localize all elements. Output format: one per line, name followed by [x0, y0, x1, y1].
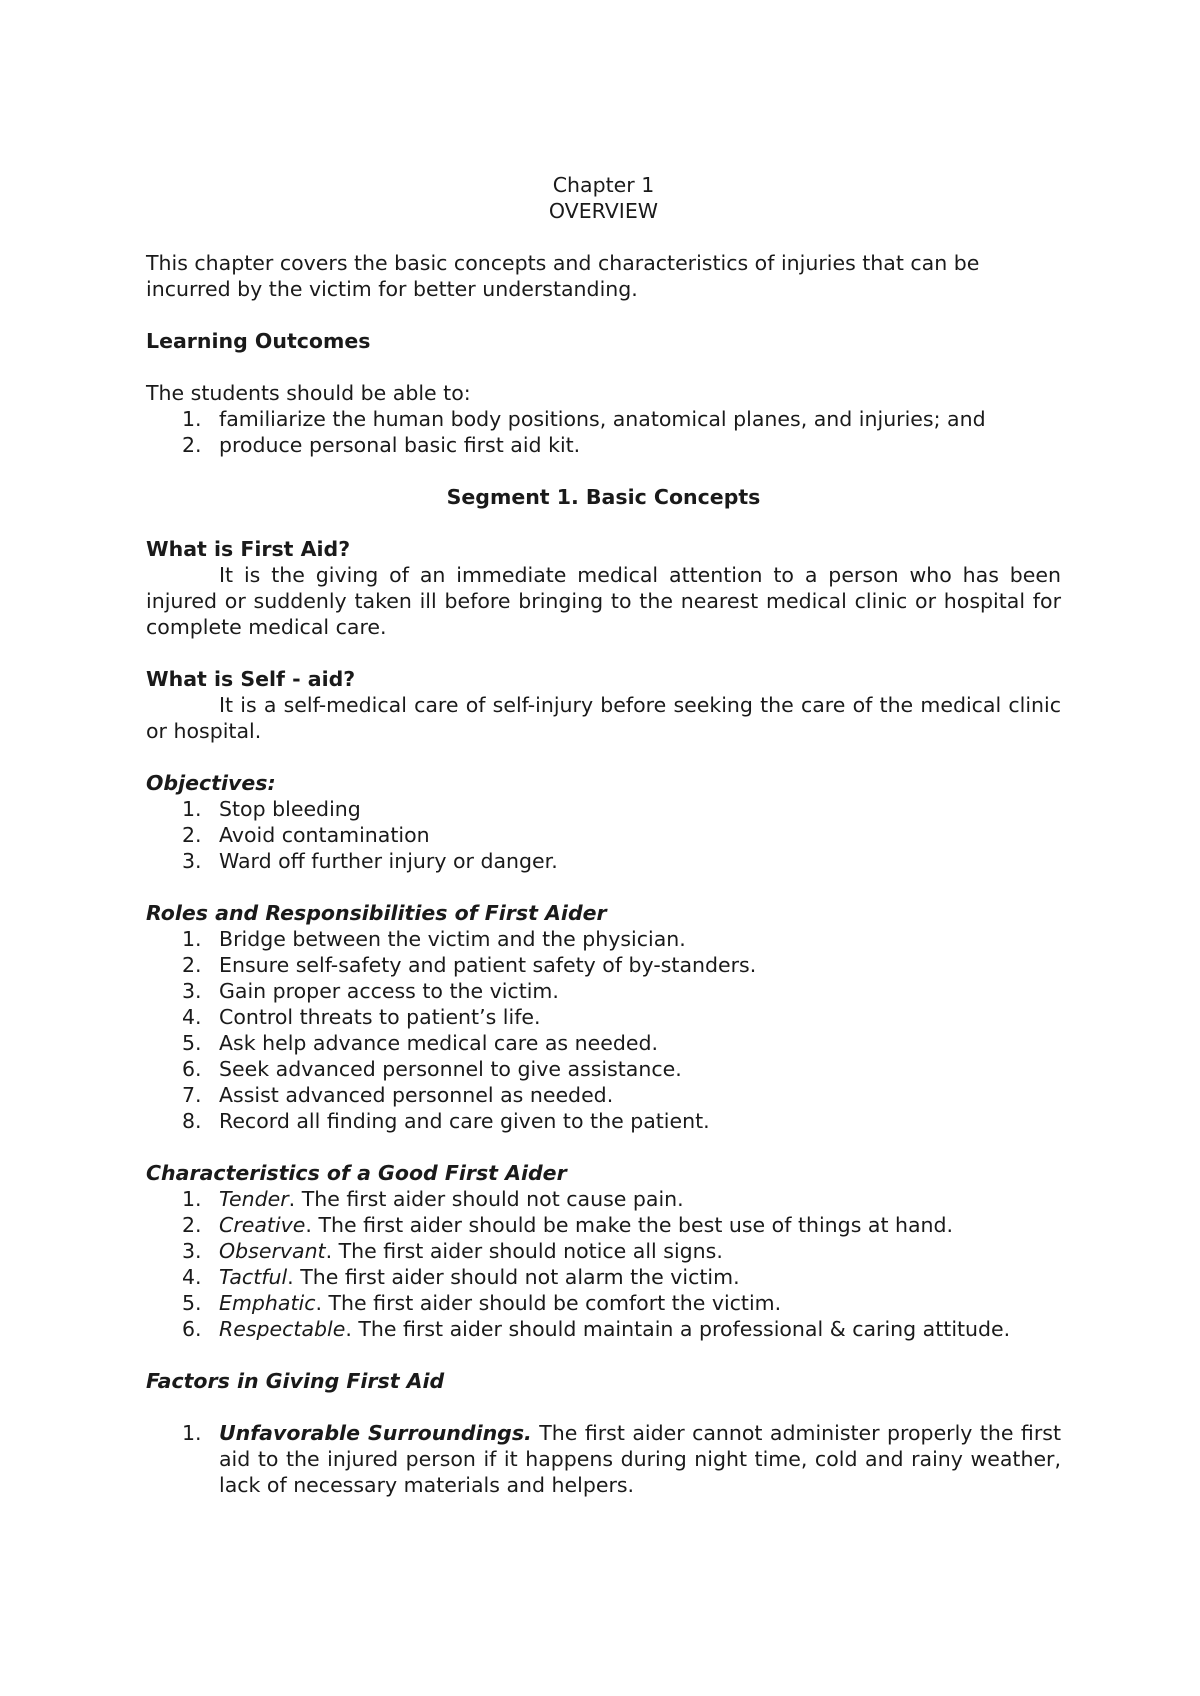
- list-item: 3. Observant. The first aider should notice all signs.: [182, 1239, 723, 1263]
- list-item: 5. Emphatic. The first aider should be comfort the victim.: [182, 1291, 782, 1315]
- first-aid-body: It is the giving of an immediate medical attention to a person who has been injured or suddenly taken ill before bringing to the nearest medical clinic or hospital for complete medical care.: [146, 563, 1061, 639]
- intro-paragraph: This chapter covers the basic concepts and characteristics of injuries that can be incurred by the victim for better understanding.: [146, 251, 980, 301]
- roles-heading: Roles and Responsibilities of First Aider: [146, 901, 607, 925]
- self-aid-body: It is a self-medical care of self-injury before seeking the care of the medical clinic or hospital.: [146, 693, 1061, 743]
- list-item: 1. Tender. The first aider should not cause pain.: [182, 1187, 684, 1211]
- learning-outcomes-list: [146, 406, 1061, 458]
- list-item: 4. Control threats to patient’s life.: [182, 1005, 541, 1029]
- list-item: 4. Tactful. The first aider should not alarm the victim.: [182, 1265, 740, 1289]
- list-item: 8. Record all finding and care given to the patient.: [182, 1109, 710, 1133]
- list-item: 2. Creative. The first aider should be make the best use of things at hand.: [182, 1213, 954, 1237]
- objectives-heading: Objectives:: [146, 771, 276, 795]
- list-item: 6. Respectable. The first aider should maintain a professional & caring attitude.: [182, 1317, 1011, 1341]
- list-item: 3. Gain proper access to the victim.: [182, 979, 559, 1003]
- list-item: 7. Assist advanced personnel as needed.: [182, 1083, 614, 1107]
- factors-list: [146, 1420, 1061, 1498]
- factors-heading: Factors in Giving First Aid: [146, 1369, 445, 1393]
- characteristics-list: [146, 1186, 1061, 1342]
- learning-outcomes-lead: The students should be able to:: [146, 381, 471, 405]
- learning-outcomes-heading: Learning Outcomes: [146, 329, 371, 353]
- self-aid-heading: What is Self - aid?: [146, 667, 356, 691]
- objectives-list: [146, 796, 1061, 874]
- page-content: [146, 172, 1061, 1498]
- list-item: 2. produce personal basic first aid kit.: [182, 433, 581, 457]
- list-item: 6. Seek advanced personnel to give assistance.: [182, 1057, 682, 1081]
- chapter-title: OVERVIEW: [548, 199, 659, 223]
- list-item: 1. Unfavorable Surroundings. The first aider cannot administer properly the first aid to the injured person if it happens during night time, cold and rainy weather, lack of necessary materials and helpers.: [182, 1421, 1061, 1497]
- segment-title: Segment 1. Basic Concepts: [446, 485, 761, 509]
- list-item: 1. Bridge between the victim and the physician.: [182, 927, 686, 951]
- roles-list: [146, 926, 1061, 1134]
- characteristics-heading: Characteristics of a Good First Aider: [146, 1161, 567, 1185]
- first-aid-heading: What is First Aid?: [146, 537, 351, 561]
- list-item: 1. familiarize the human body positions, anatomical planes, and injuries; and: [182, 407, 986, 431]
- list-item: 5. Ask help advance medical care as needed.: [182, 1031, 658, 1055]
- chapter-number: Chapter 1: [552, 173, 655, 197]
- list-item: 1. Stop bleeding: [182, 797, 361, 821]
- list-item: 2. Ensure self-safety and patient safety of by-standers.: [182, 953, 757, 977]
- list-item: 2. Avoid contamination: [182, 823, 430, 847]
- list-item: 3. Ward off further injury or danger.: [182, 849, 558, 873]
